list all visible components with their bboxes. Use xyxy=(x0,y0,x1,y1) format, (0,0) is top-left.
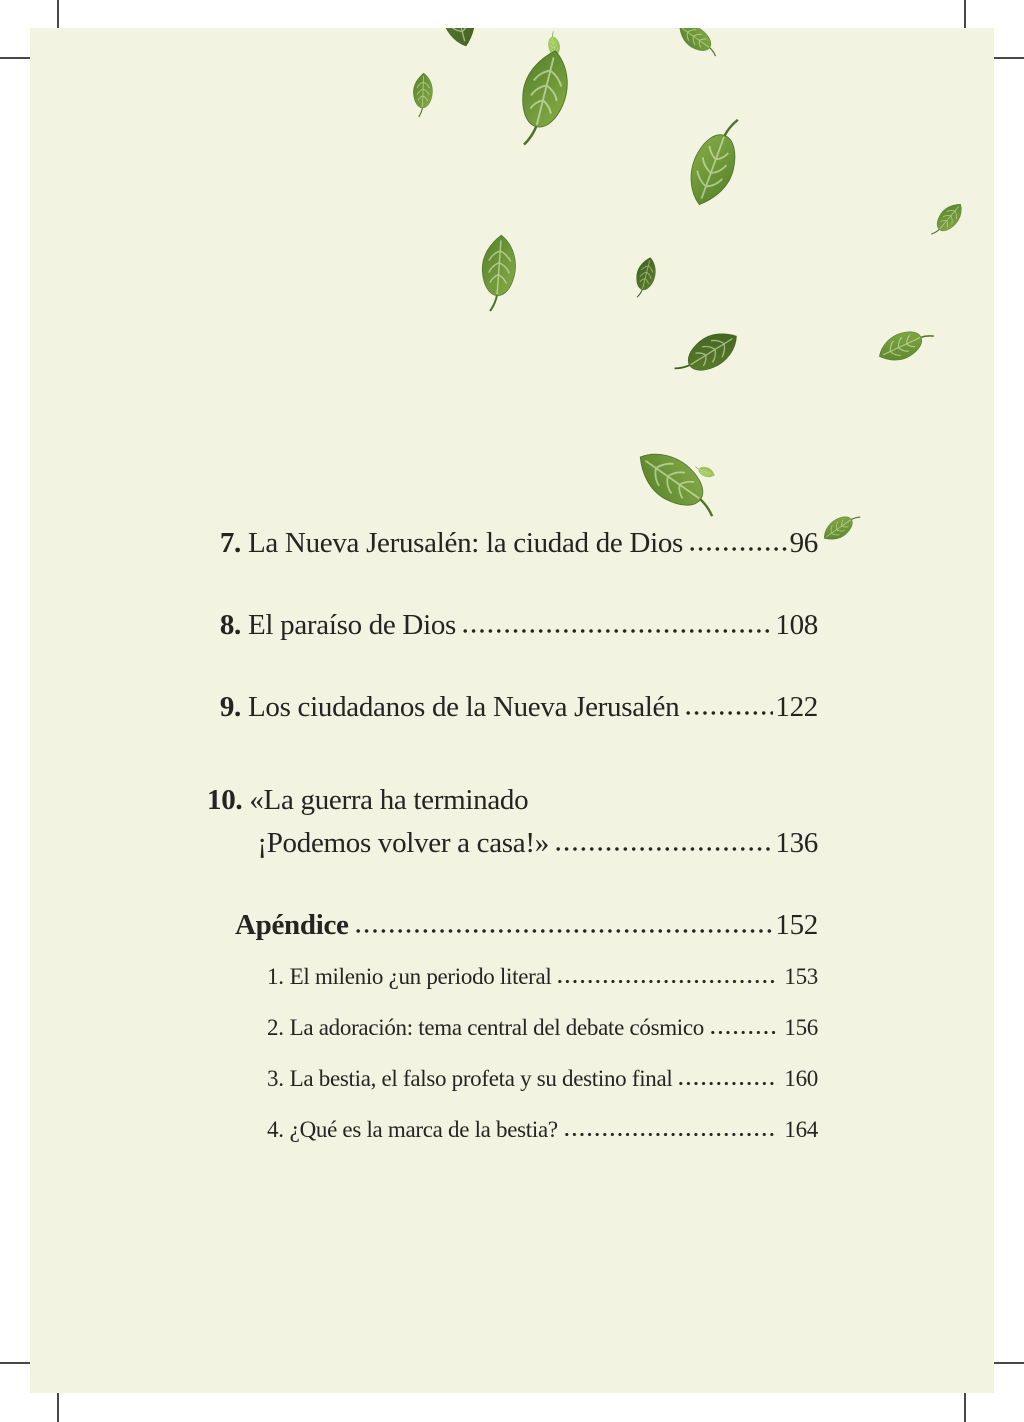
page-number: 96 xyxy=(789,527,818,559)
crop-mark xyxy=(994,57,1024,59)
item-number: 2. xyxy=(267,1015,284,1040)
dot-leader xyxy=(563,1132,779,1137)
item-number: 1. xyxy=(267,964,284,989)
leaf-icon xyxy=(819,507,864,546)
leaf-icon xyxy=(629,441,728,527)
leaf-icon xyxy=(669,323,744,385)
dot-leader xyxy=(354,928,774,934)
page-number: 122 xyxy=(775,691,818,723)
dot-leader xyxy=(709,1030,778,1035)
leaf-icon xyxy=(927,198,968,242)
leaf-icon xyxy=(479,234,517,313)
crop-mark xyxy=(964,0,966,29)
toc-entry-ch7 xyxy=(207,525,818,561)
item-title: La bestia, el falso profeta y su destino final xyxy=(289,1066,673,1091)
appendix-heading: Apéndice xyxy=(235,909,349,941)
page-number: 156 xyxy=(784,1015,818,1040)
chapter-number: 8. xyxy=(219,609,241,641)
leaf-icon xyxy=(631,255,659,300)
crop-mark xyxy=(994,1362,1024,1364)
chapter-number: 7. xyxy=(219,527,241,559)
leaf-icon xyxy=(546,31,561,58)
page-number: 136 xyxy=(775,827,818,859)
page-number: 153 xyxy=(784,964,818,989)
toc-entry-ch9 xyxy=(207,689,818,725)
page-number: 164 xyxy=(784,1117,818,1142)
chapter-number: 10. xyxy=(207,784,243,816)
leaf-icon xyxy=(693,464,716,480)
page-background xyxy=(30,28,994,1393)
toc-entry-ch10 xyxy=(207,779,818,865)
crop-mark xyxy=(0,57,30,59)
toc-entry-ch8 xyxy=(207,607,818,643)
appendix-item-1 xyxy=(207,962,818,992)
item-title: El milenio ¿un periodo literal xyxy=(289,964,552,989)
item-title: La adoración: tema central del debate cósmico xyxy=(289,1015,705,1040)
dot-leader xyxy=(677,1081,778,1086)
crop-mark xyxy=(964,1393,966,1422)
leaf-icon xyxy=(412,73,433,118)
page-number: 108 xyxy=(775,609,818,641)
toc-entry-apendice xyxy=(207,907,818,943)
crop-mark xyxy=(0,1362,30,1364)
leaf-icon xyxy=(674,28,724,61)
dot-leader xyxy=(556,979,778,984)
leaf-icon xyxy=(874,321,937,368)
chapter-title: Los ciudadanos de la Nueva Jerusalén xyxy=(248,691,680,723)
item-number: 3. xyxy=(267,1066,284,1091)
dot-leader xyxy=(554,846,773,852)
item-number: 4. xyxy=(267,1117,284,1142)
chapter-number: 9. xyxy=(219,691,241,723)
page-number: 160 xyxy=(784,1066,818,1091)
appendix-item-2 xyxy=(207,1013,818,1043)
leaf-icon xyxy=(681,111,751,212)
appendix-list xyxy=(207,962,818,1145)
chapter-title-line2: ¡Podemos volver a casa!» xyxy=(257,827,549,859)
table-of-contents xyxy=(207,525,818,1145)
leaf-icon xyxy=(510,46,575,152)
crop-mark xyxy=(57,0,59,29)
leaf-icon xyxy=(433,28,482,50)
page-number: 152 xyxy=(775,909,818,941)
dot-leader xyxy=(461,628,773,634)
appendix-item-3 xyxy=(207,1064,818,1094)
appendix-item-4 xyxy=(207,1115,818,1145)
crop-mark xyxy=(57,1393,59,1422)
item-title: ¿Qué es la marca de la bestia? xyxy=(289,1117,558,1142)
chapter-title: La Nueva Jerusalén: la ciudad de Dios xyxy=(248,527,684,559)
chapter-title: El paraíso de Dios xyxy=(248,609,457,641)
dot-leader xyxy=(684,710,773,716)
dot-leader xyxy=(688,546,788,552)
chapter-title-line1: «La guerra ha terminado xyxy=(249,784,529,816)
